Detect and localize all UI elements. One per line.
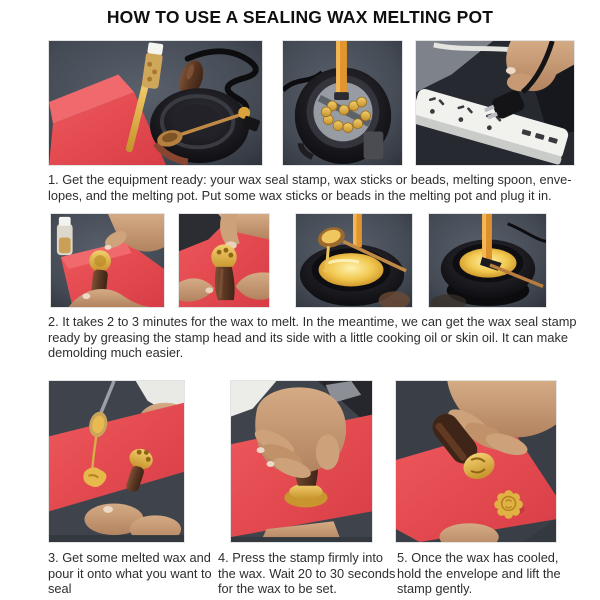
step5-caption-line1: 5. Once the wax has cooled, bbox=[397, 550, 559, 565]
step3-caption-line3: seal bbox=[48, 581, 72, 596]
photo-pour-wax bbox=[48, 380, 185, 543]
step2-caption-line3: demolding much easier. bbox=[48, 345, 184, 360]
step5-caption-line3: stamp gently. bbox=[397, 581, 473, 596]
step3-caption-line2: pour it onto what you want to bbox=[48, 565, 212, 581]
step3-caption-line1: 3. Get some melted wax and bbox=[48, 550, 211, 565]
photo-oil-greasing bbox=[50, 213, 165, 308]
photo-plug-in bbox=[415, 40, 575, 166]
photo-spoon-melted-wax bbox=[295, 213, 413, 308]
step5-caption-line2: hold the envelope and lift the bbox=[397, 565, 561, 581]
step4-caption bbox=[218, 550, 395, 597]
step1-caption bbox=[48, 172, 572, 203]
photo-melting-pot-wax bbox=[428, 213, 547, 308]
step2-caption bbox=[48, 314, 576, 361]
photo-press-stamp bbox=[230, 380, 373, 543]
step1-caption-line2: lopes, and the melting pot. Put some wax sticks or beads in the melting pot and plug it in. bbox=[48, 187, 552, 203]
photo-equipment bbox=[48, 40, 263, 166]
step4-caption-line3: for the wax to be set. bbox=[218, 581, 337, 596]
step4-caption-line2: the wax. Wait 20 to 30 seconds bbox=[218, 565, 396, 581]
step3-caption bbox=[48, 550, 212, 597]
step5-caption bbox=[397, 550, 561, 597]
photo-grease-closeup bbox=[178, 213, 270, 308]
step2-caption-line1: 2. It takes 2 to 3 minutes for the wax to melt. In the meantime, we can get the wax seal stamp bbox=[48, 314, 577, 329]
photo-lift-stamp bbox=[395, 380, 557, 543]
photo-beads-in-pot bbox=[282, 40, 403, 166]
step1-caption-line1: 1. Get the equipment ready: your wax seal stamp, wax sticks or beads, melting spoon, enve- bbox=[48, 172, 572, 187]
step2-caption-line2: ready by greasing the stamp head and its side with a little cooking oil or skin oil. It can make bbox=[48, 329, 568, 345]
step4-caption-line1: 4. Press the stamp firmly into bbox=[218, 550, 383, 565]
page-title: HOW TO USE A SEALING WAX MELTING POT bbox=[106, 7, 494, 27]
